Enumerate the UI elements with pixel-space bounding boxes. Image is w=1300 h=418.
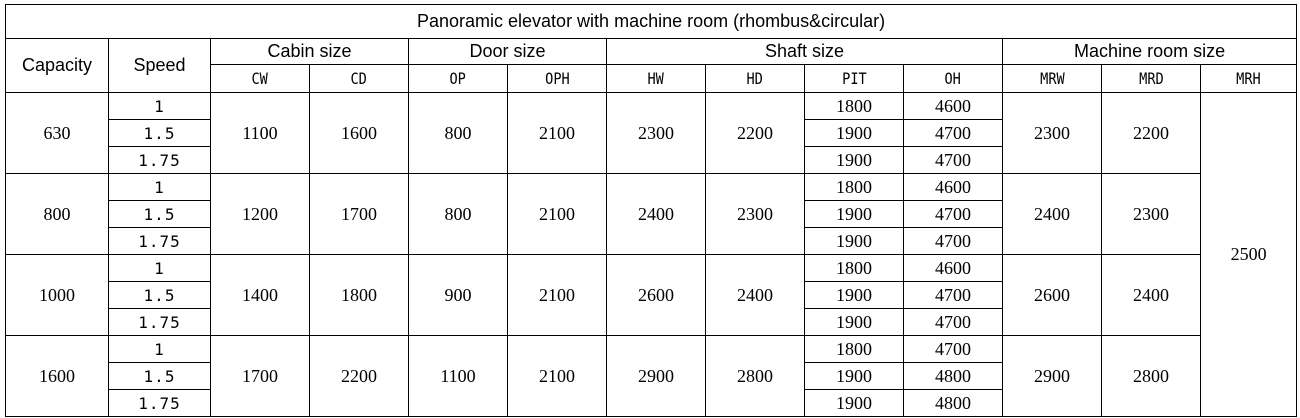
header-mrw: MRW [1003,65,1102,93]
header-pit: PIT [805,65,904,93]
header-speed: Speed [109,39,211,93]
header-op: OP [409,65,508,93]
speed-cell: 1 [109,93,211,120]
mrd-cell: 2300 [1102,174,1201,255]
pit-cell: 1900 [805,363,904,390]
header-capacity: Capacity [6,39,109,93]
pit-cell: 1900 [805,390,904,417]
cd-cell: 1800 [310,255,409,336]
pit-cell: 1900 [805,120,904,147]
mrw-cell: 2900 [1003,336,1102,417]
header-shaft-size: Shaft size [607,39,1003,65]
pit-cell: 1800 [805,174,904,201]
mrd-cell: 2800 [1102,336,1201,417]
pit-cell: 1900 [805,282,904,309]
cd-cell: 2200 [310,336,409,417]
table-row [6,255,1297,282]
hw-cell: 2300 [607,93,706,174]
speed-cell: 1.75 [109,228,211,255]
header-hd: HD [706,65,805,93]
header-cabin-size: Cabin size [211,39,409,65]
oh-cell: 4800 [904,363,1003,390]
header-cd: CD [310,65,409,93]
header-cw: CW [211,65,310,93]
oh-cell: 4700 [904,336,1003,363]
speed-cell: 1.75 [109,309,211,336]
speed-cell: 1.5 [109,363,211,390]
cw-cell: 1200 [211,174,310,255]
oph-cell: 2100 [508,93,607,174]
header-oh: OH [904,65,1003,93]
elevator-spec-table [5,4,1297,417]
mrw-cell: 2600 [1003,255,1102,336]
hw-cell: 2900 [607,336,706,417]
capacity-cell: 630 [6,93,109,174]
cw-cell: 1100 [211,93,310,174]
capacity-cell: 1600 [6,336,109,417]
hw-cell: 2600 [607,255,706,336]
capacity-cell: 1000 [6,255,109,336]
oh-cell: 4600 [904,255,1003,282]
oh-cell: 4600 [904,93,1003,120]
mrd-cell: 2200 [1102,93,1201,174]
table-title: Panoramic elevator with machine room (rhombus&circular) [6,5,1297,39]
op-cell: 800 [409,93,508,174]
speed-cell: 1 [109,336,211,363]
cd-cell: 1700 [310,174,409,255]
cw-cell: 1400 [211,255,310,336]
mrh-cell: 2500 [1201,93,1297,417]
oh-cell: 4700 [904,120,1003,147]
table-row [6,93,1297,120]
pit-cell: 1900 [805,228,904,255]
table-row [6,174,1297,201]
pit-cell: 1900 [805,147,904,174]
oph-cell: 2100 [508,174,607,255]
hd-cell: 2800 [706,336,805,417]
speed-cell: 1.5 [109,201,211,228]
header-hw: HW [607,65,706,93]
table-row [6,336,1297,363]
oh-cell: 4700 [904,201,1003,228]
oh-cell: 4700 [904,309,1003,336]
speed-cell: 1.5 [109,120,211,147]
capacity-cell: 800 [6,174,109,255]
cw-cell: 1700 [211,336,310,417]
hd-cell: 2300 [706,174,805,255]
pit-cell: 1900 [805,201,904,228]
oh-cell: 4600 [904,174,1003,201]
speed-cell: 1 [109,255,211,282]
speed-cell: 1.75 [109,147,211,174]
pit-cell: 1800 [805,336,904,363]
hd-cell: 2400 [706,255,805,336]
oh-cell: 4700 [904,147,1003,174]
header-mrh: MRH [1201,65,1297,93]
speed-cell: 1 [109,174,211,201]
header-machine-room-size: Machine room size [1003,39,1297,65]
mrw-cell: 2300 [1003,93,1102,174]
pit-cell: 1800 [805,93,904,120]
hw-cell: 2400 [607,174,706,255]
hd-cell: 2200 [706,93,805,174]
cd-cell: 1600 [310,93,409,174]
header-mrd: MRD [1102,65,1201,93]
oh-cell: 4700 [904,282,1003,309]
op-cell: 800 [409,174,508,255]
speed-cell: 1.75 [109,390,211,417]
pit-cell: 1800 [805,255,904,282]
oph-cell: 2100 [508,255,607,336]
speed-cell: 1.5 [109,282,211,309]
op-cell: 900 [409,255,508,336]
header-oph: OPH [508,65,607,93]
op-cell: 1100 [409,336,508,417]
oph-cell: 2100 [508,336,607,417]
oh-cell: 4800 [904,390,1003,417]
mrd-cell: 2400 [1102,255,1201,336]
header-door-size: Door size [409,39,607,65]
oh-cell: 4700 [904,228,1003,255]
pit-cell: 1900 [805,309,904,336]
mrw-cell: 2400 [1003,174,1102,255]
